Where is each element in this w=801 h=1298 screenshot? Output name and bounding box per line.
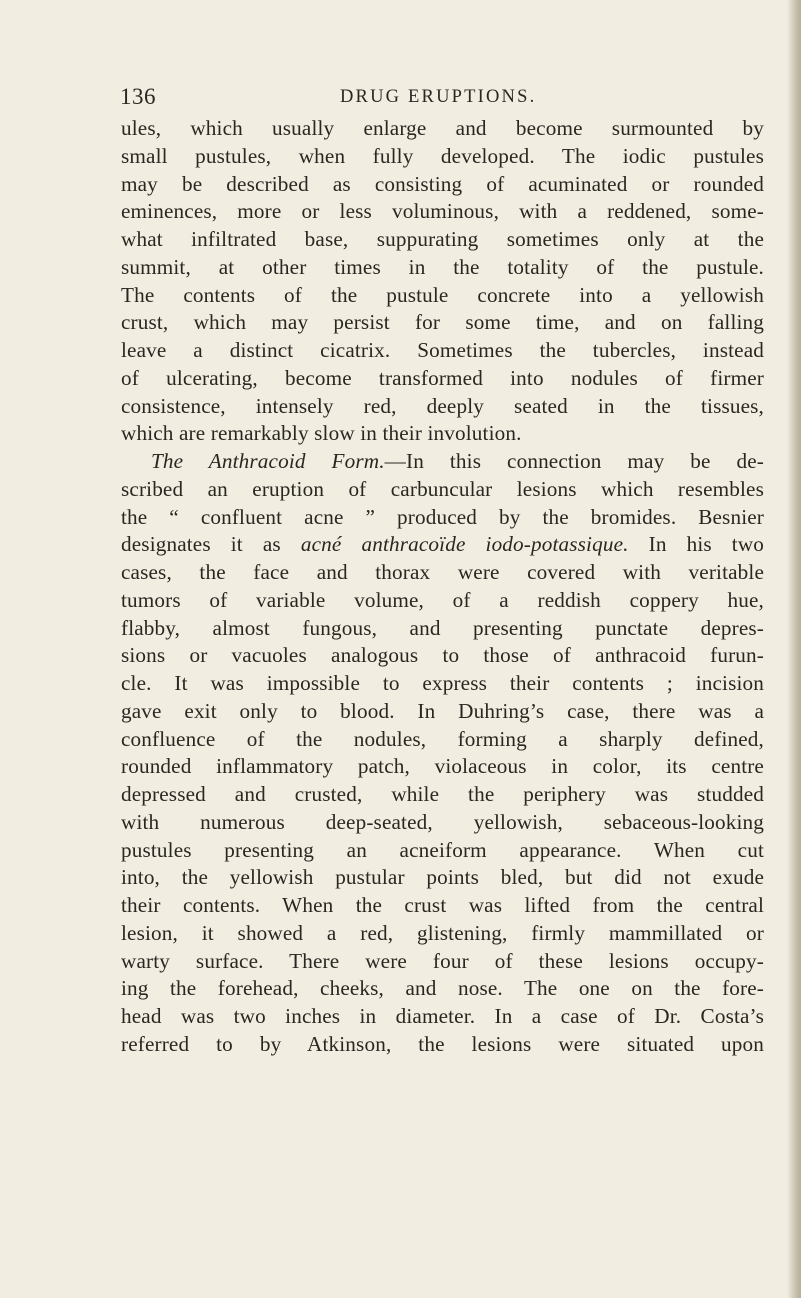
text-line: referred to by Atkinson, the lesions were situated upon [121,1031,764,1056]
text-line: scribed an eruption of carbuncular lesions which resembles [121,476,764,501]
italic-term: acné anthracoïde iodo-potassique. [300,532,629,557]
text-line: the “ confluent acne ” produced by the bromides. Besnier [121,504,764,529]
section-heading: The Anthracoid Form. [151,449,385,473]
text-line: of ulcerating, become transformed into nodules of firmer [121,365,764,390]
running-head: DRUG ERUPTIONS. [340,87,537,107]
text-line: cases, the face and thorax were covered with veritable [121,560,764,584]
text-line: rounded inflammatory patch, violaceous in color, its centre [121,754,764,779]
text-line: cle. It was impossible to express their contents ; incision [121,671,764,695]
text-line: into, the yellowish pustular points bled, but did not exude [121,865,764,890]
text-line: warty surface. There were four of these lesions occupy- [121,948,764,973]
text-line: leave a distinct cicatrix. Sometimes the tubercles, instead [121,338,764,362]
text-line: small pustules, when fully developed. The iodic pustules [121,143,764,168]
text-line: confluence of the nodules, forming a sharply defined, [121,726,764,751]
text-run: designates it as [121,532,281,557]
text-line: which are remarkably slow in their involution. [121,421,522,446]
text-line: what infiltrated base, suppurating sometimes only at the [121,227,764,251]
body-text [121,115,764,1059]
text-line: gave exit only to blood. In Duhring’s case, there was a [121,698,764,723]
text-line: lesion, it showed a red, glistening, firmly mammillated or [121,920,764,945]
text-line: eminences, more or less voluminous, with a reddened, some- [121,199,764,224]
text-line: with numerous deep-seated, yellowish, sebaceous-looking [121,809,764,834]
text-line: crust, which may persist for some time, and on falling [121,310,764,335]
text-line: may be described as consisting of acuminated or rounded [121,171,764,196]
text-line [121,531,764,559]
text-run: In his two [648,532,765,557]
page-number: 136 [120,84,156,109]
text-line: ules, which usually enlarge and become surmounted by [121,116,764,140]
page-edge-shadow [787,0,801,1298]
text-line: flabby, almost fungous, and presenting punctate depres- [121,615,764,640]
text-line: consistence, intensely red, deeply seated in the tissues, [121,393,764,418]
text-line: The contents of the pustule concrete into a yellowish [121,282,764,307]
text-line: pustules presenting an acneiform appearance. When cut [121,837,764,862]
section-heading-line [121,448,764,476]
text-line: tumors of variable volume, of a reddish coppery hue, [121,587,764,612]
text-line: their contents. When the crust was lifted from the central [121,893,764,917]
text-line: sions or vacuoles analogous to those of anthracoid furun- [121,643,764,668]
text-line: summit, at other times in the totality of the pustule. [121,254,764,279]
page-header [120,84,760,118]
text-line: ing the forehead, cheeks, and nose. The one on the fore- [121,976,764,1001]
text-line: depressed and crusted, while the periphery was studded [121,782,764,806]
text-line: head was two inches in diameter. In a case of Dr. Costa’s [121,1004,764,1028]
text-run: —In this connection may be de- [384,449,764,473]
